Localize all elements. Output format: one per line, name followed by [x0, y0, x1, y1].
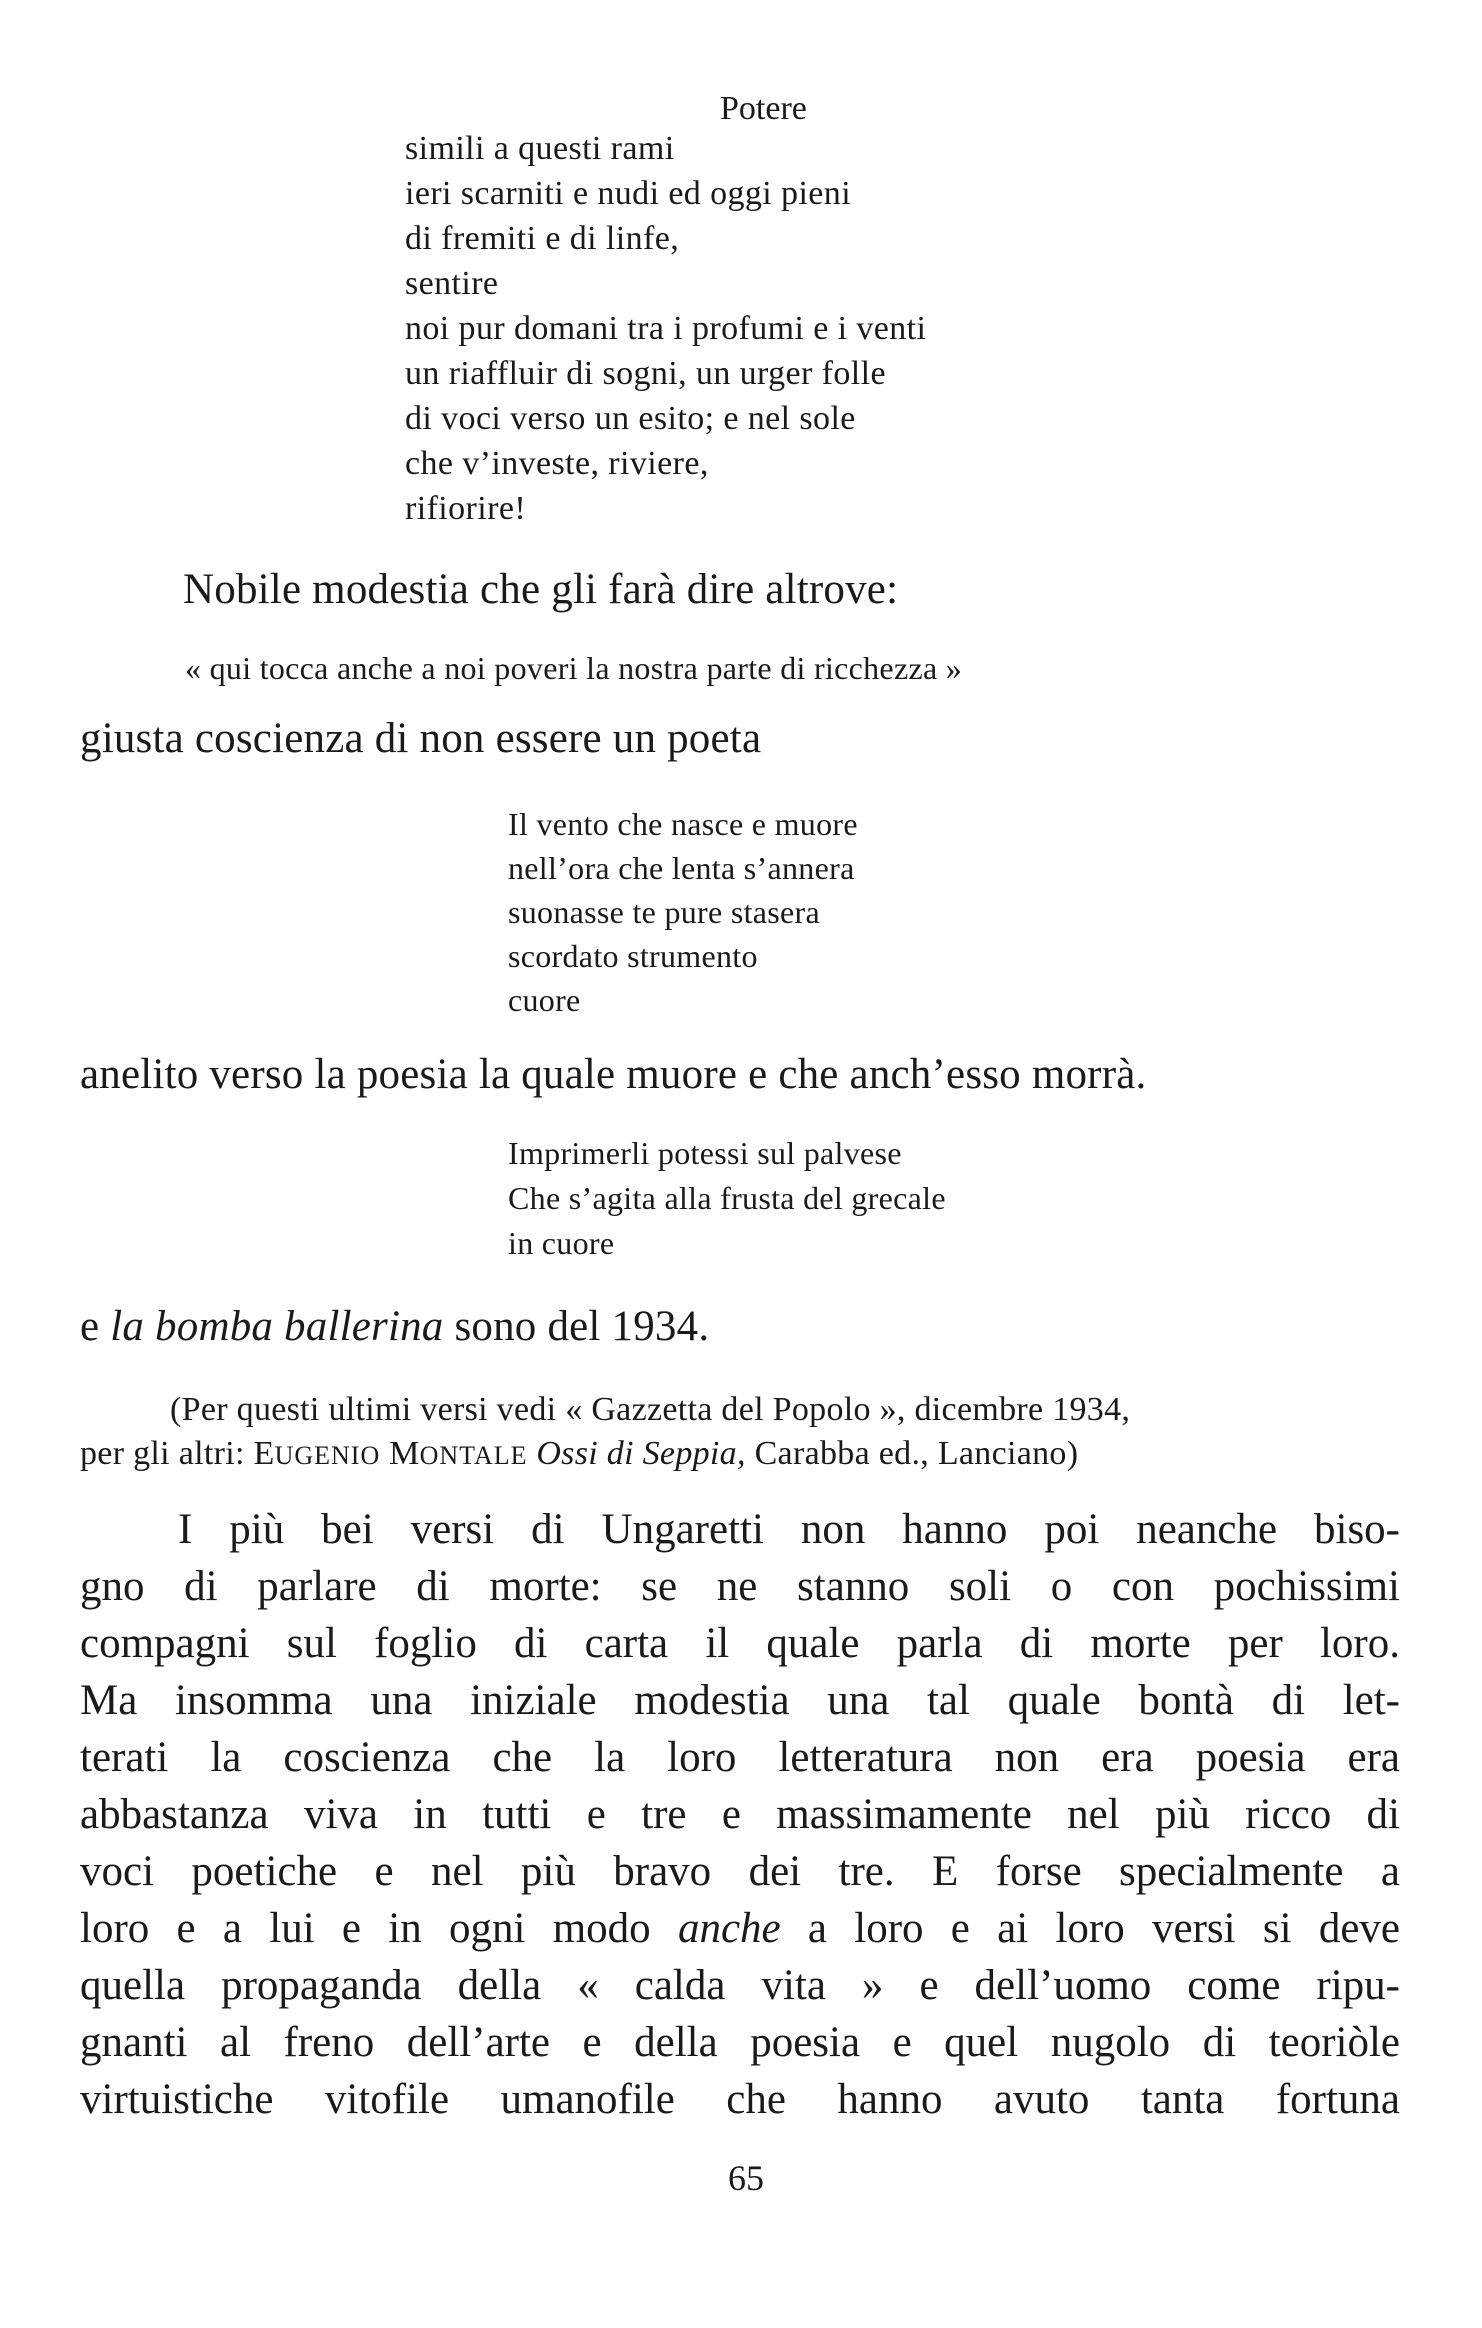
body-text: loro e a lui e in ogni modo: [80, 1905, 678, 1952]
poem-line: di voci verso un esito; e nel sole: [405, 400, 856, 437]
prose-line: Nobile modestia che gli farà dire altrove:: [183, 566, 899, 613]
body-line: gnanti al freno dell’arte e della poesia e quel nugolo di teoriòle: [80, 2019, 1400, 2066]
poem-title: Potere: [720, 90, 807, 127]
citation-text: Carabba ed., Lanciano): [745, 1435, 1079, 1472]
poem-line: rifiorire!: [405, 490, 527, 527]
body-line: [80, 1907, 1400, 1950]
body-line: compagni sul foglio di carta il quale parla di morte per loro.: [80, 1620, 1400, 1667]
author-initial: E: [253, 1435, 275, 1472]
poem-line: un riaffluir di sogni, un urger folle: [405, 355, 886, 392]
body-line: Ma insomma una iniziale modestia una tal quale bontà di let-: [80, 1677, 1400, 1724]
poem-line: suonasse te pure stasera: [508, 894, 820, 930]
poem-line: in cuore: [508, 1225, 615, 1261]
citation-line: [80, 1437, 1078, 1471]
prose-text: e: [80, 1303, 111, 1350]
poem-line: ieri scarniti e nudi ed oggi pieni: [405, 175, 852, 212]
body-line: abbastanza viva in tutti e tre e massimamente nel più ricco di: [80, 1791, 1400, 1838]
prose-line: [80, 1305, 709, 1348]
poem-line: cuore: [508, 982, 581, 1018]
body-line: virtuistiche vitofile umanofile che hanno avuto tanta fortuna: [80, 2076, 1400, 2123]
poem-line: sentire: [405, 265, 499, 302]
body-line: terati la coscienza che la loro letteratura non era poesia era: [80, 1734, 1400, 1781]
author-last-name: ONTALE: [419, 1441, 528, 1470]
body-line: I più bei versi di Ungaretti non hanno poi neanche biso-: [178, 1506, 1400, 1553]
poem-line: Imprimerli potessi sul palvese: [508, 1135, 902, 1171]
prose-line: giusta coscienza di non essere un poeta: [80, 715, 762, 762]
poem-line: di fremiti e di linfe,: [405, 220, 680, 257]
work-title: la bomba ballerina: [110, 1303, 444, 1350]
poem-line: nell’ora che lenta s’annera: [508, 850, 855, 886]
body-line: gno di parlare di morte: se ne stanno soli o con pochissimi: [80, 1563, 1400, 1610]
poem-line: noi pur domani tra i profumi e i venti: [405, 310, 927, 347]
citation-text: per gli altri:: [80, 1435, 254, 1472]
author-first-name: UGENIO: [274, 1441, 381, 1470]
page-number: 65: [728, 2158, 764, 2198]
poem-line: Che s’agita alla frusta del grecale: [508, 1180, 946, 1216]
quote-line: « qui tocca anche a noi poveri la nostra parte di ricchezza »: [185, 650, 963, 686]
poem-line: simili a questi rami: [405, 130, 675, 167]
prose-text: sono del 1934.: [443, 1303, 710, 1350]
citation-line: (Per questi ultimi versi vedi « Gazzetta del Popolo », dicembre 1934,: [170, 1391, 1131, 1428]
body-line: quella propaganda della « calda vita » e dell’uomo come ripu-: [80, 1962, 1400, 2009]
prose-line: anelito verso la poesia la quale muore e che anch’esso morrà.: [80, 1051, 1147, 1098]
poem-line: che v’investe, riviere,: [405, 445, 709, 482]
poem-line: Il vento che nasce e muore: [508, 806, 858, 842]
body-text: a loro e ai loro versi si deve: [780, 1905, 1400, 1952]
author-initial: M: [389, 1435, 420, 1472]
poem-line: scordato strumento: [508, 938, 758, 974]
emphasis: anche: [677, 1905, 781, 1952]
book-title: Ossi di Seppia,: [536, 1435, 746, 1472]
body-line: voci poetiche e nel più bravo dei tre. E forse specialmente a: [80, 1848, 1400, 1895]
